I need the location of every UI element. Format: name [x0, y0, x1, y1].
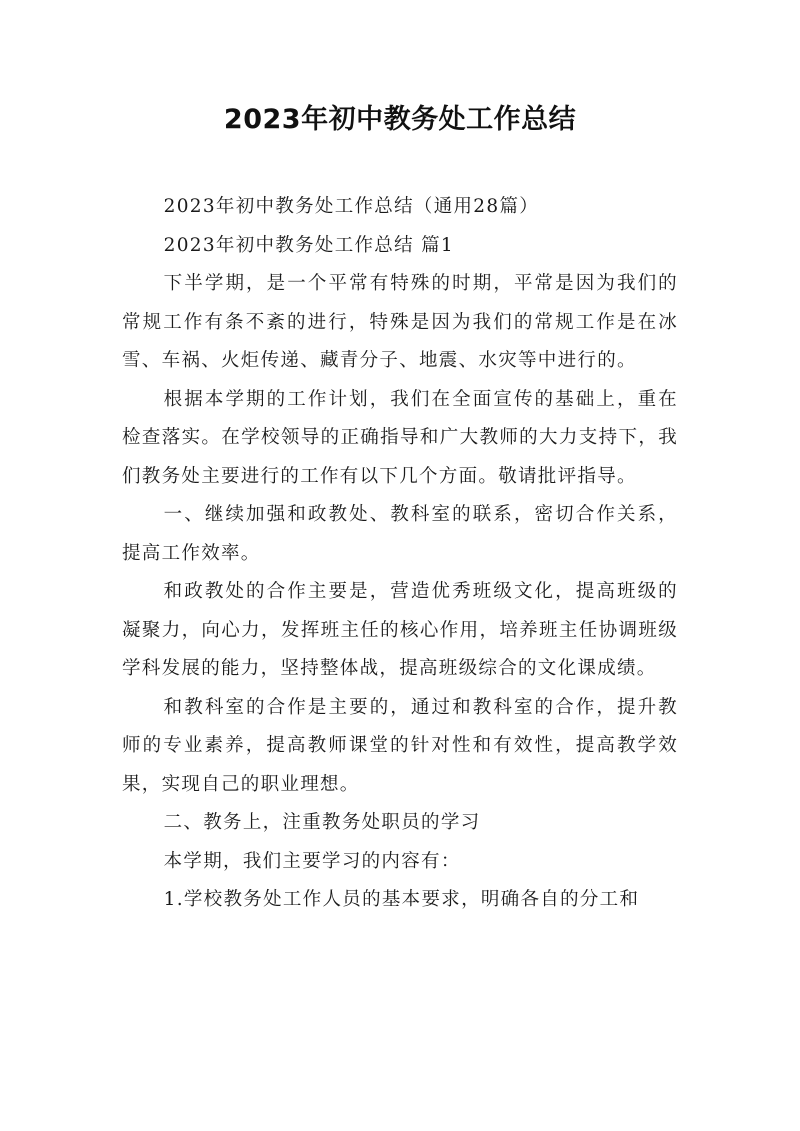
body-paragraph: 根据本学期的工作计划，我们在全面宣传的基础上，重在检查落实。在学校领导的正确指导和广大教师的大力支持下，我们教务处主要进行的工作有以下几个方面。敬请批评指导。 — [122, 388, 678, 487]
body-paragraph: 和教科室的合作是主要的，通过和教科室的合作，提升教师的专业素养，提高教师课堂的针对性和有效性，提高教学效果，实现自己的职业理想。 — [122, 696, 678, 795]
section-heading: 2023年初中教务处工作总结 篇1 — [163, 234, 454, 256]
body-paragraph: 下半学期，是一个平常有特殊的时期，平常是因为我们的常规工作有条不紊的进行，特殊是因为我们的常规工作是在冰雪、车祸、火炬传递、藏青分子、地震、水灾等中进行的。 — [122, 273, 678, 371]
body-paragraph: 一、继续加强和政教处、教科室的联系，密切合作关系，提高工作效率。 — [122, 504, 678, 564]
body-paragraph: 和政教处的合作主要是，营造优秀班级文化，提高班级的凝聚力，向心力，发挥班主任的核心作用，培养班主任协调班级学科发展的能力，坚持整体战，提高班级综合的文化课成绩。 — [122, 581, 678, 679]
body-paragraph: 二、教务上，注重教务处职员的学习 — [163, 812, 481, 833]
body-paragraph: 1.学校教务处工作人员的基本要求，明确各自的分工和 — [163, 889, 640, 910]
body-paragraph: 本学期，我们主要学习的内容有： — [163, 850, 461, 872]
document-body — [122, 188, 678, 920]
subtitle-paragraph: 2023年初中教务处工作总结（通用28篇） — [163, 196, 540, 217]
document-title: 2023年初中教务处工作总结 — [223, 104, 577, 135]
